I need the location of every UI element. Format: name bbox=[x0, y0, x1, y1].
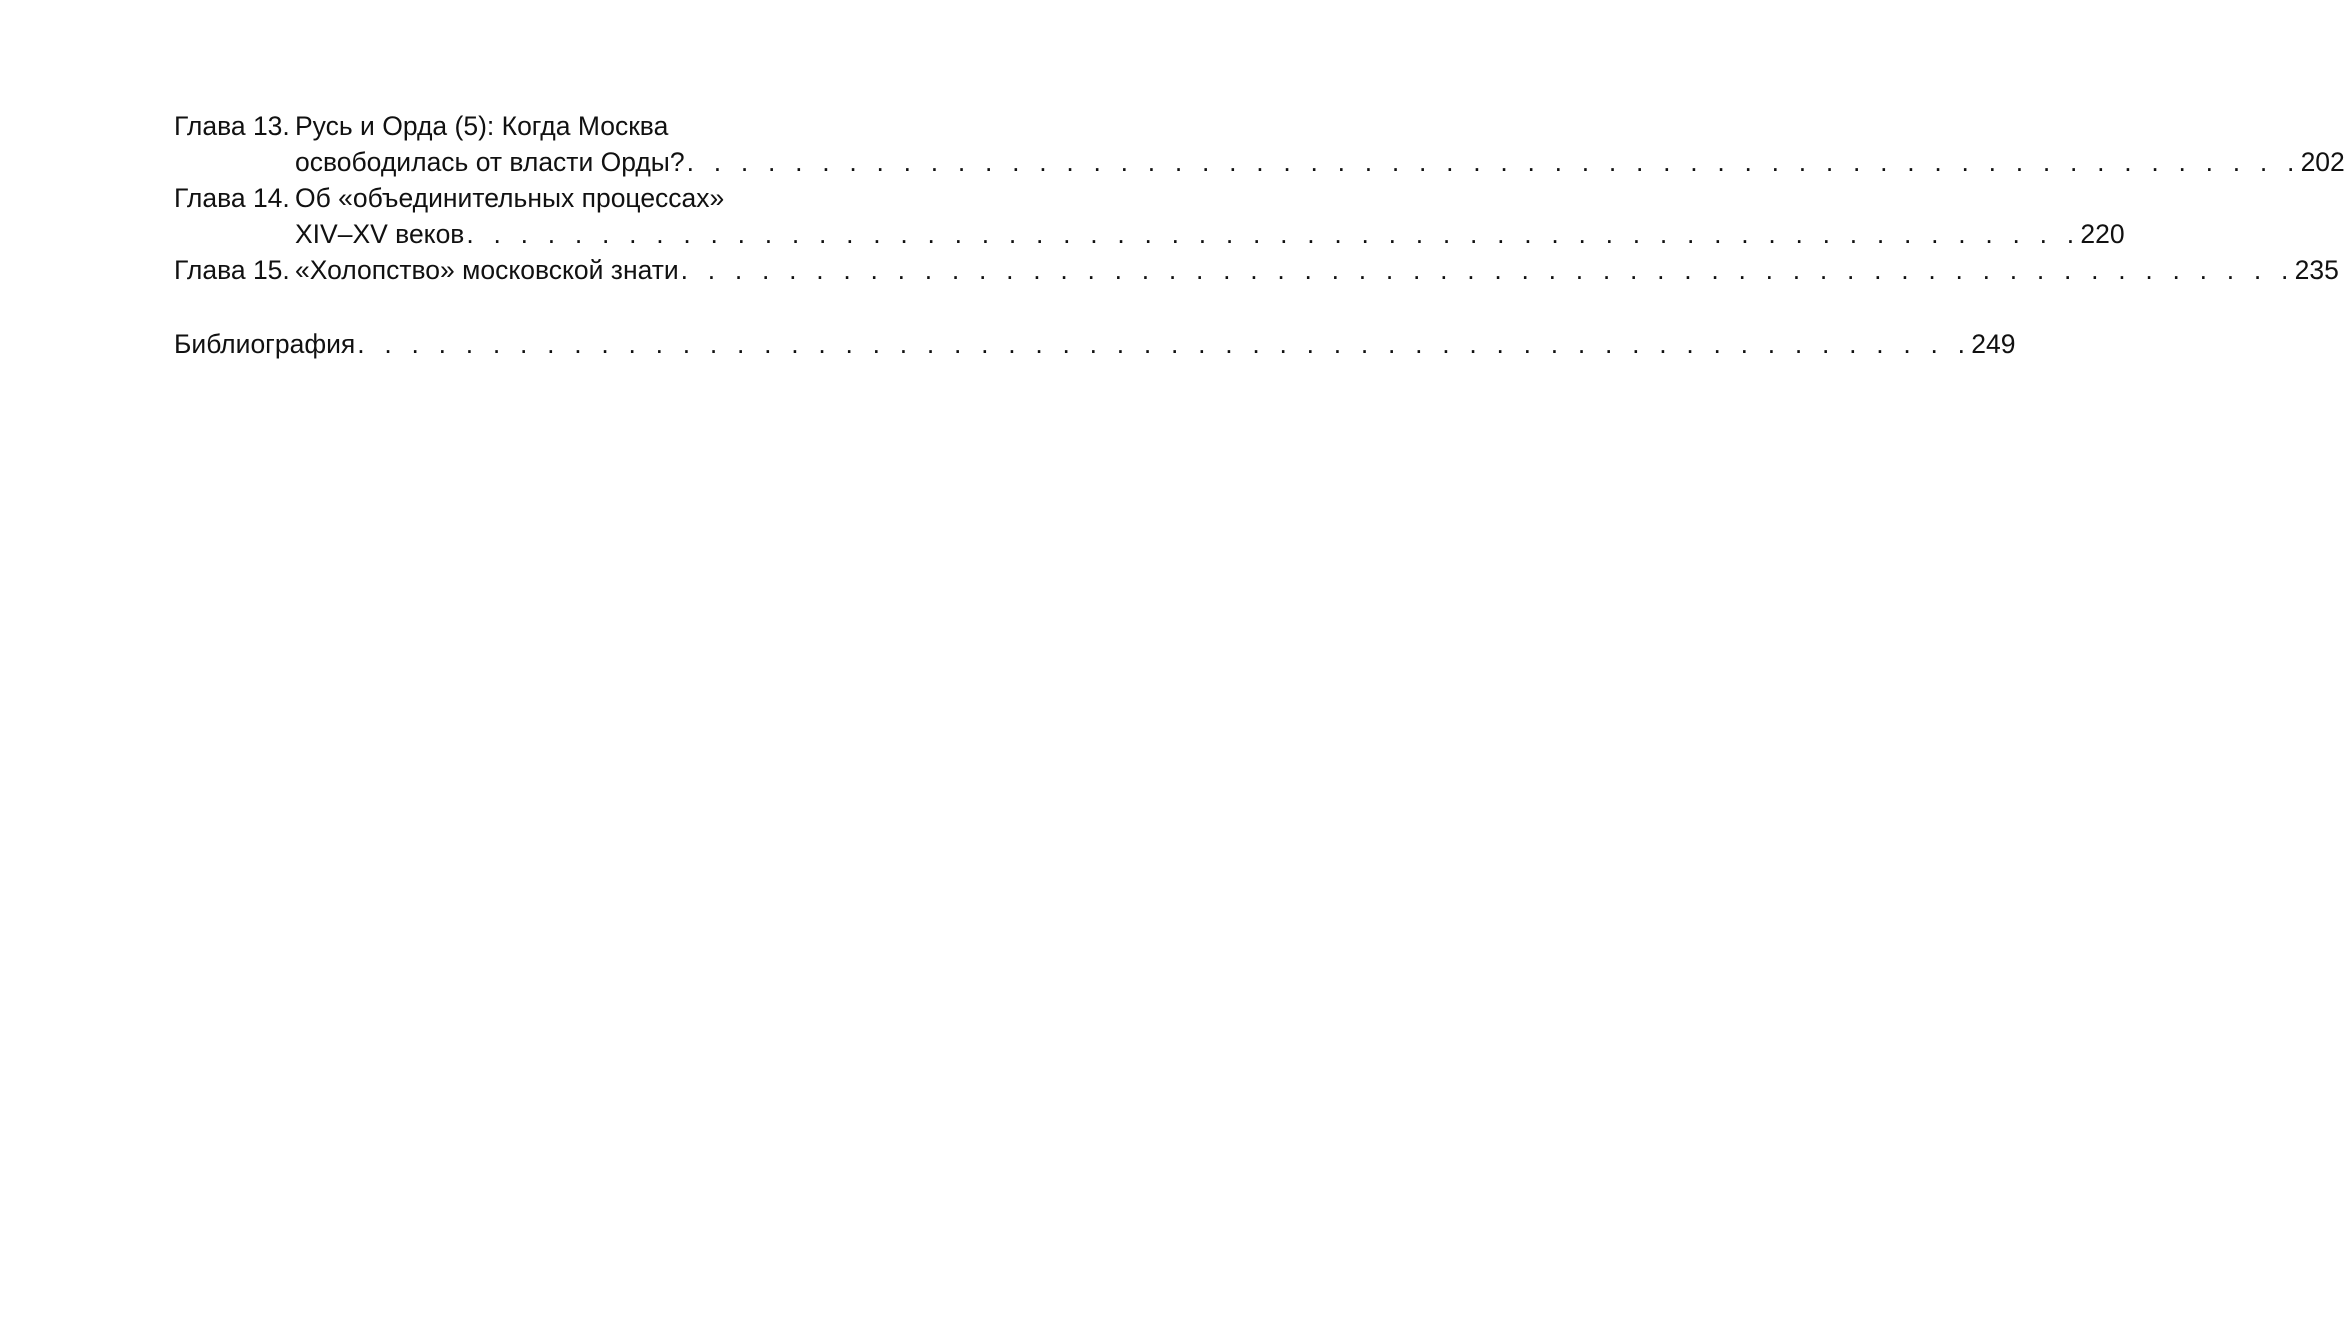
chapter-title: Русь и Орда (5): Когда Москва bbox=[295, 111, 669, 141]
page-number: 249 bbox=[1971, 329, 2016, 359]
toc-line bbox=[174, 180, 854, 216]
dot-leader: . . . . . . . . . . . . . . . . . . . . . . . . . . . . . . . . . . . . . . . . . . . . . . . . . . . . . . . . . . . . bbox=[466, 219, 2081, 249]
toc-line bbox=[174, 108, 854, 144]
toc-leader-line bbox=[295, 144, 2345, 180]
toc-entry-chapter-15 bbox=[174, 252, 2339, 288]
toc-line bbox=[174, 252, 2339, 288]
page-number: 220 bbox=[2080, 219, 2125, 249]
toc-leader-line bbox=[295, 216, 2125, 252]
chapter-number: Глава 15. bbox=[174, 255, 290, 285]
page-number: 235 bbox=[2294, 255, 2339, 285]
chapter-number: Глава 14. bbox=[174, 183, 290, 213]
dot-leader: . . . . . . . . . . . . . . . . . . . . . . . . . . . . . . . . . . . . . . . . . . . . . . . . . . . . . . . . . . . . bbox=[686, 147, 2301, 177]
chapter-title: «Холопство» московской знати bbox=[295, 255, 679, 285]
bibliography-label: Библиография bbox=[174, 329, 356, 359]
toc-entry-bibliography bbox=[174, 326, 2016, 362]
page-number: 202 bbox=[2300, 147, 2345, 177]
toc-line bbox=[174, 144, 2345, 180]
chapter-title: Об «объединительных процессах» bbox=[295, 183, 725, 213]
toc-entry-chapter-14 bbox=[174, 180, 2125, 252]
dot-leader: . . . . . . . . . . . . . . . . . . . . . . . . . . . . . . . . . . . . . . . . . . . . . . . . . . . . . . . . . . . . bbox=[357, 329, 1972, 359]
toc-line bbox=[174, 216, 2125, 252]
chapter-number: Глава 13. bbox=[174, 111, 290, 141]
table-of-contents bbox=[174, 108, 2345, 362]
chapter-title-continued: XIV–XV веков bbox=[295, 219, 465, 249]
spacer bbox=[174, 288, 854, 326]
toc-leader-line bbox=[174, 326, 2016, 362]
chapter-title-continued: освободилась от власти Орды? bbox=[295, 147, 685, 177]
dot-leader: . . . . . . . . . . . . . . . . . . . . . . . . . . . . . . . . . . . . . . . . . . . . . . . . . . . . . . . . . . . . bbox=[680, 255, 2295, 285]
toc-leader-line bbox=[295, 252, 2339, 288]
toc-entry-chapter-13 bbox=[174, 108, 2345, 180]
toc-line bbox=[174, 326, 2016, 362]
